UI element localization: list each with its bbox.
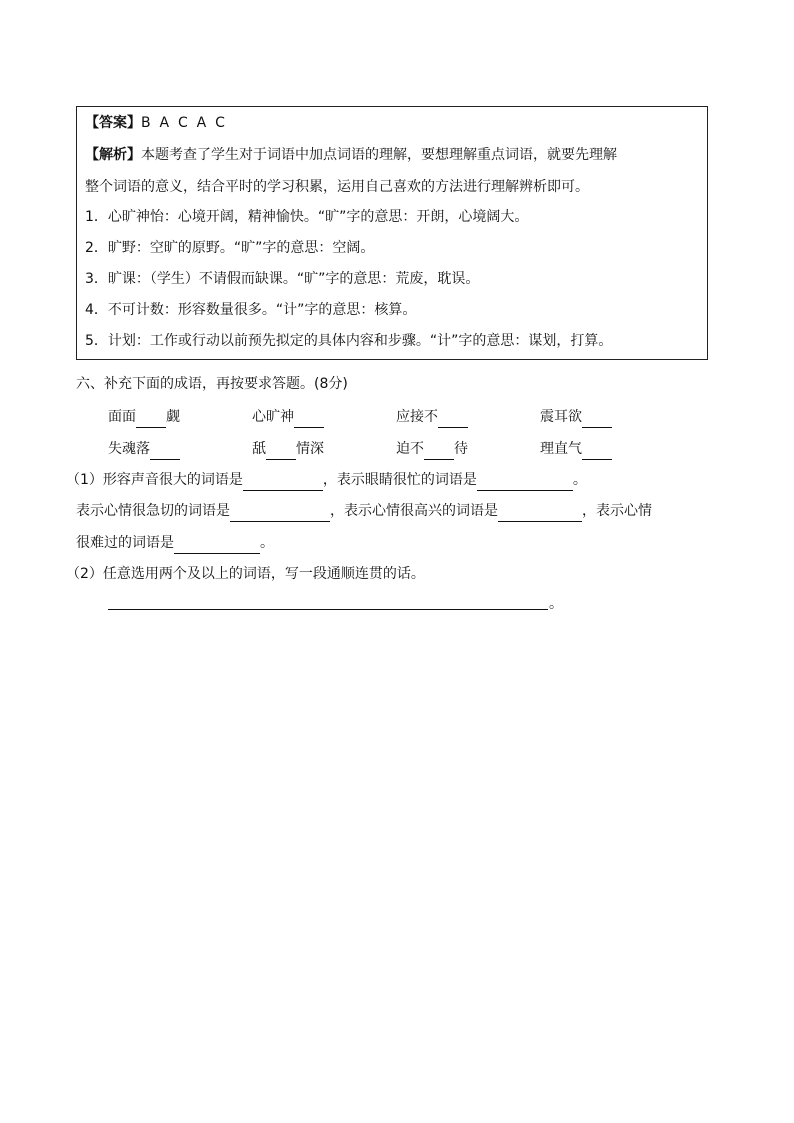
analysis-item-4: 4．不可计数：形容数量很多。“计”字的意思：核算。 bbox=[85, 302, 417, 318]
answer-box bbox=[76, 106, 708, 360]
analysis-item-5: 5．计划：工作或行动以前预先拟定的具体内容和步骤。“计”字的意思：谋划，打算。 bbox=[85, 333, 613, 349]
analysis-item-1: 1．心旷神怡：心境开阔，精神愉快。“旷”字的意思：开朗，心境阔大。 bbox=[85, 209, 529, 225]
idiom-item: 舐 情深 bbox=[252, 438, 324, 460]
writing-line-end: 。 bbox=[549, 596, 563, 612]
answer-blank-eyes[interactable] bbox=[477, 473, 573, 491]
answer-tag: 【答案】 bbox=[85, 115, 141, 131]
writing-line[interactable] bbox=[108, 609, 548, 610]
idiom-blank[interactable] bbox=[150, 442, 180, 460]
answer-blank-loud[interactable] bbox=[243, 473, 323, 491]
answer-blank-sad[interactable] bbox=[174, 536, 260, 554]
question-2: （2）任意选用两个及以上的词语，写一段通顺连贯的话。 bbox=[66, 566, 425, 582]
idiom-item: 理直气 bbox=[540, 438, 612, 460]
idiom-item: 迫不 待 bbox=[396, 438, 468, 460]
analysis-line-1 bbox=[85, 145, 617, 165]
idiom-item: 心旷神 bbox=[252, 406, 324, 428]
answer-blank-eager[interactable] bbox=[230, 504, 330, 522]
idiom-blank[interactable] bbox=[582, 410, 612, 428]
idiom-row-2 bbox=[108, 438, 668, 460]
analysis-item-3: 3．旷课：（学生）不请假而缺课。“旷”字的意思：荒废，耽误。 bbox=[85, 271, 480, 287]
question-1-line-1: （1）形容声音很大的词语是 ，表示眼睛很忙的词语是 。 bbox=[66, 469, 587, 491]
section-title: 六、补充下面的成语，再按要求答题。(8分) bbox=[76, 376, 348, 392]
idiom-item: 应接不 bbox=[396, 406, 468, 428]
idiom-blank[interactable] bbox=[582, 442, 612, 460]
analysis-item-2: 2．旷野：空旷的原野。“旷”字的意思：空阔。 bbox=[85, 240, 375, 256]
answer-line bbox=[85, 113, 225, 133]
idiom-blank[interactable] bbox=[294, 410, 324, 428]
idiom-blank[interactable] bbox=[136, 410, 166, 428]
answer-text: B A C A C bbox=[141, 115, 225, 131]
idiom-blank[interactable] bbox=[266, 442, 296, 460]
question-1-line-3: 很难过的词语是 。 bbox=[76, 532, 274, 554]
idiom-row-1 bbox=[108, 406, 668, 428]
analysis-tag: 【解析】 bbox=[85, 147, 141, 163]
idiom-blank[interactable] bbox=[424, 442, 454, 460]
idiom-item: 面面 觑 bbox=[108, 406, 180, 428]
answer-blank-happy[interactable] bbox=[498, 504, 582, 522]
analysis-text-1: 本题考查了学生对于词语中加点词语的理解，要想理解重点词语，就要先理解 bbox=[141, 147, 617, 163]
analysis-line-2: 整个词语的意义，结合平时的学习积累，运用自己喜欢的方法进行理解辨析即可。 bbox=[85, 179, 589, 195]
idiom-item: 失魂落 bbox=[108, 438, 180, 460]
idiom-item: 震耳欲 bbox=[540, 406, 612, 428]
question-1-line-2: 表示心情很急切的词语是 ，表示心情很高兴的词语是 ，表示心情 bbox=[76, 500, 652, 522]
idiom-blank[interactable] bbox=[438, 410, 468, 428]
